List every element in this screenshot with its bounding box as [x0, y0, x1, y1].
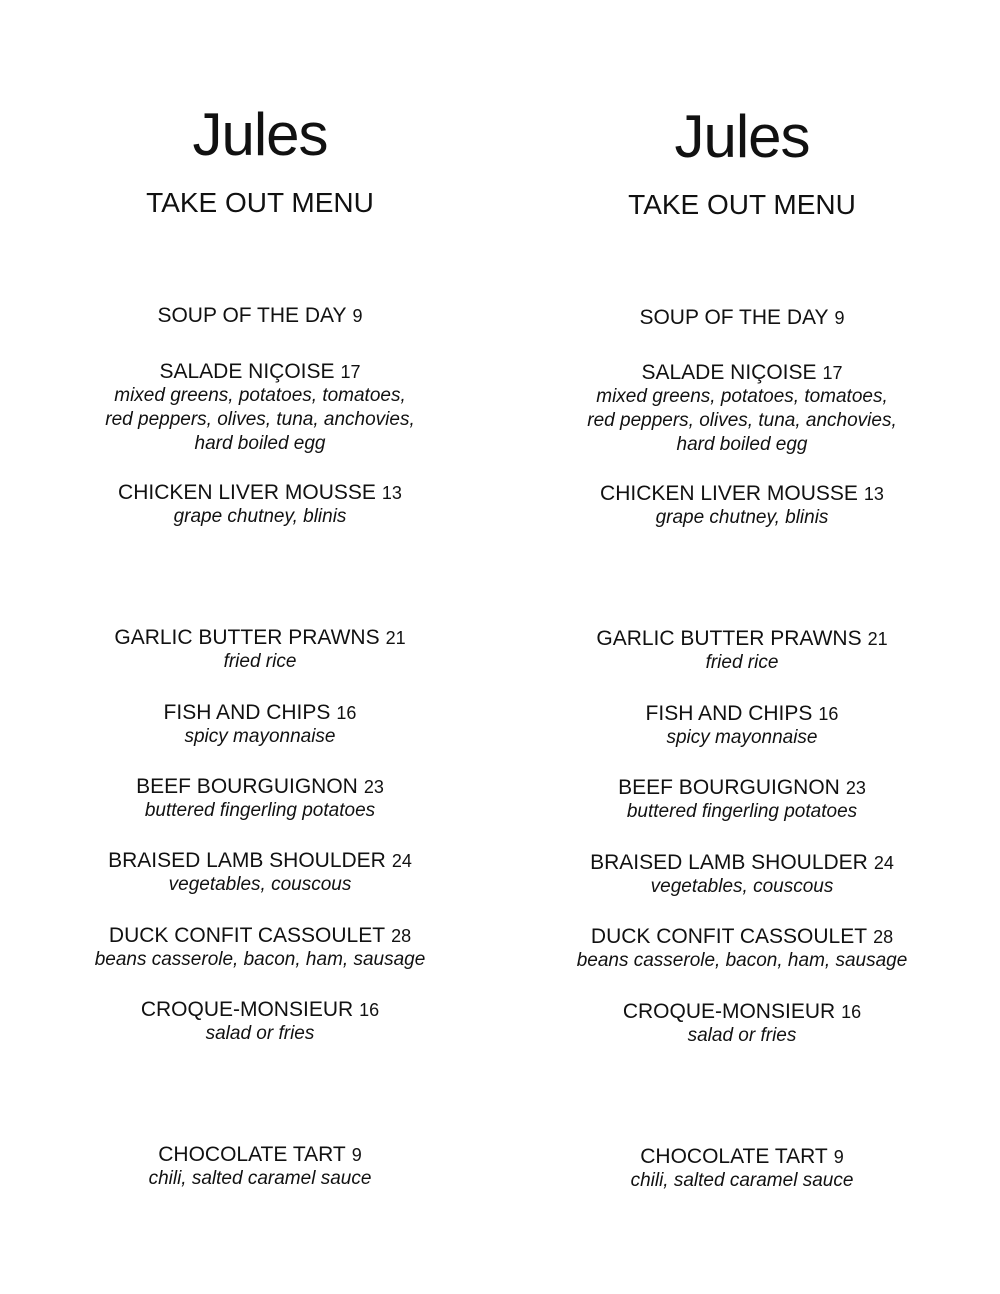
- menu-item: [20, 481, 500, 529]
- item-price: 9: [834, 308, 845, 328]
- menu-item: [20, 998, 500, 1046]
- item-description-line: mixed greens, potatoes, tomatoes,: [114, 385, 406, 406]
- menu-item: [502, 627, 982, 675]
- item-name: CHICKEN LIVER MOUSSE: [118, 481, 376, 504]
- item-price: 16: [818, 704, 839, 724]
- item-description: [502, 949, 982, 973]
- menu-item: [20, 304, 500, 328]
- item-description: [20, 873, 500, 897]
- item-price: 28: [391, 926, 412, 946]
- item-name: FISH AND CHIPS: [163, 701, 331, 724]
- item-name: CHOCOLATE TART: [640, 1145, 828, 1168]
- item-price: 13: [381, 483, 402, 503]
- item-name: CROQUE-MONSIEUR: [140, 998, 354, 1021]
- item-name: BRAISED LAMB SHOULDER: [108, 849, 386, 872]
- item-price: 16: [336, 703, 357, 723]
- item-description: [502, 726, 982, 750]
- item-description-line: buttered fingerling potatoes: [144, 800, 376, 821]
- item-price: 16: [359, 1000, 380, 1020]
- item-name: CHOCOLATE TART: [158, 1143, 346, 1166]
- restaurant-title: Jules: [674, 103, 810, 170]
- item-price: 23: [363, 777, 384, 797]
- item-name: DUCK CONFIT CASSOULET: [108, 924, 386, 947]
- item-name: DUCK CONFIT CASSOULET: [590, 925, 868, 948]
- menu-item: [20, 1143, 500, 1191]
- item-price: 13: [863, 484, 884, 504]
- item-description: [20, 725, 500, 749]
- item-description-line: mixed greens, potatoes, tomatoes,: [596, 386, 888, 407]
- menu-item: [502, 306, 982, 330]
- item-name: SALADE NIÇOISE: [641, 361, 817, 384]
- item-description: [20, 1022, 500, 1046]
- menu-right: [502, 0, 982, 1294]
- item-description: [502, 875, 982, 899]
- menu-item: [20, 626, 500, 674]
- item-name: BRAISED LAMB SHOULDER: [590, 851, 868, 874]
- menu-item: [20, 924, 500, 972]
- item-price: 23: [845, 778, 866, 798]
- item-description-line: fried rice: [705, 652, 779, 673]
- menu-item: [20, 849, 500, 897]
- item-description-line: grape chutney, blinis: [655, 507, 829, 528]
- item-description-line: buttered fingerling potatoes: [626, 801, 858, 822]
- item-description: [20, 1167, 500, 1191]
- item-description: [502, 506, 982, 530]
- item-description-line: hard boiled egg: [676, 434, 808, 455]
- item-name: GARLIC BUTTER PRAWNS: [114, 626, 380, 649]
- item-description: [20, 650, 500, 674]
- item-description-line: red peppers, olives, tuna, anchovies,: [105, 409, 415, 430]
- item-description-line: red peppers, olives, tuna, anchovies,: [587, 410, 897, 431]
- item-price: 24: [391, 851, 412, 871]
- item-description-line: vegetables, couscous: [650, 876, 834, 897]
- item-description: [20, 384, 500, 456]
- menu-item: [502, 925, 982, 973]
- menu-item: [20, 701, 500, 749]
- item-price: 9: [352, 306, 363, 326]
- menu-item: [502, 1145, 982, 1193]
- restaurant-title: Jules: [192, 101, 328, 168]
- item-price: 17: [340, 362, 361, 382]
- menu-left: [20, 0, 500, 1294]
- menu-item: [502, 482, 982, 530]
- item-name: BEEF BOURGUIGNON: [618, 776, 840, 799]
- item-name: SALADE NIÇOISE: [159, 360, 335, 383]
- item-description-line: spicy mayonnaise: [666, 727, 818, 748]
- menu-item: [502, 776, 982, 824]
- menu-item: [20, 360, 500, 456]
- item-price: 9: [833, 1147, 844, 1167]
- item-description-line: fried rice: [223, 651, 297, 672]
- item-price: 21: [385, 628, 406, 648]
- item-name: FISH AND CHIPS: [645, 702, 813, 725]
- item-price: 21: [867, 629, 888, 649]
- item-name: BEEF BOURGUIGNON: [136, 775, 358, 798]
- item-description: [502, 651, 982, 675]
- item-description: [502, 800, 982, 824]
- item-name: CHICKEN LIVER MOUSSE: [600, 482, 858, 505]
- item-description: [20, 799, 500, 823]
- item-name: GARLIC BUTTER PRAWNS: [596, 627, 862, 650]
- item-description: [20, 505, 500, 529]
- item-description-line: vegetables, couscous: [168, 874, 352, 895]
- item-description-line: chili, salted caramel sauce: [630, 1170, 854, 1191]
- item-description-line: salad or fries: [687, 1025, 797, 1046]
- item-price: 9: [351, 1145, 362, 1165]
- item-price: 28: [873, 927, 894, 947]
- item-price: 24: [873, 853, 894, 873]
- item-description-line: spicy mayonnaise: [184, 726, 336, 747]
- item-description: [502, 1024, 982, 1048]
- menu-subtitle: TAKE OUT MENU: [628, 189, 856, 220]
- item-description-line: beans casserole, bacon, ham, sausage: [576, 950, 908, 971]
- menu-item: [502, 1000, 982, 1048]
- item-name: SOUP OF THE DAY: [157, 304, 347, 327]
- menu-subtitle: TAKE OUT MENU: [146, 187, 374, 218]
- item-description: [502, 385, 982, 457]
- item-description-line: hard boiled egg: [194, 433, 326, 454]
- item-price: 17: [822, 363, 843, 383]
- item-description: [20, 948, 500, 972]
- item-description-line: beans casserole, bacon, ham, sausage: [94, 949, 426, 970]
- item-description-line: grape chutney, blinis: [173, 506, 347, 527]
- menu-item: [502, 851, 982, 899]
- item-description: [502, 1169, 982, 1193]
- item-name: CROQUE-MONSIEUR: [622, 1000, 836, 1023]
- menu-item: [502, 702, 982, 750]
- menu-item: [502, 361, 982, 457]
- menu-item: [20, 775, 500, 823]
- item-description-line: chili, salted caramel sauce: [148, 1168, 372, 1189]
- item-description-line: salad or fries: [205, 1023, 315, 1044]
- item-price: 16: [841, 1002, 862, 1022]
- item-name: SOUP OF THE DAY: [639, 306, 829, 329]
